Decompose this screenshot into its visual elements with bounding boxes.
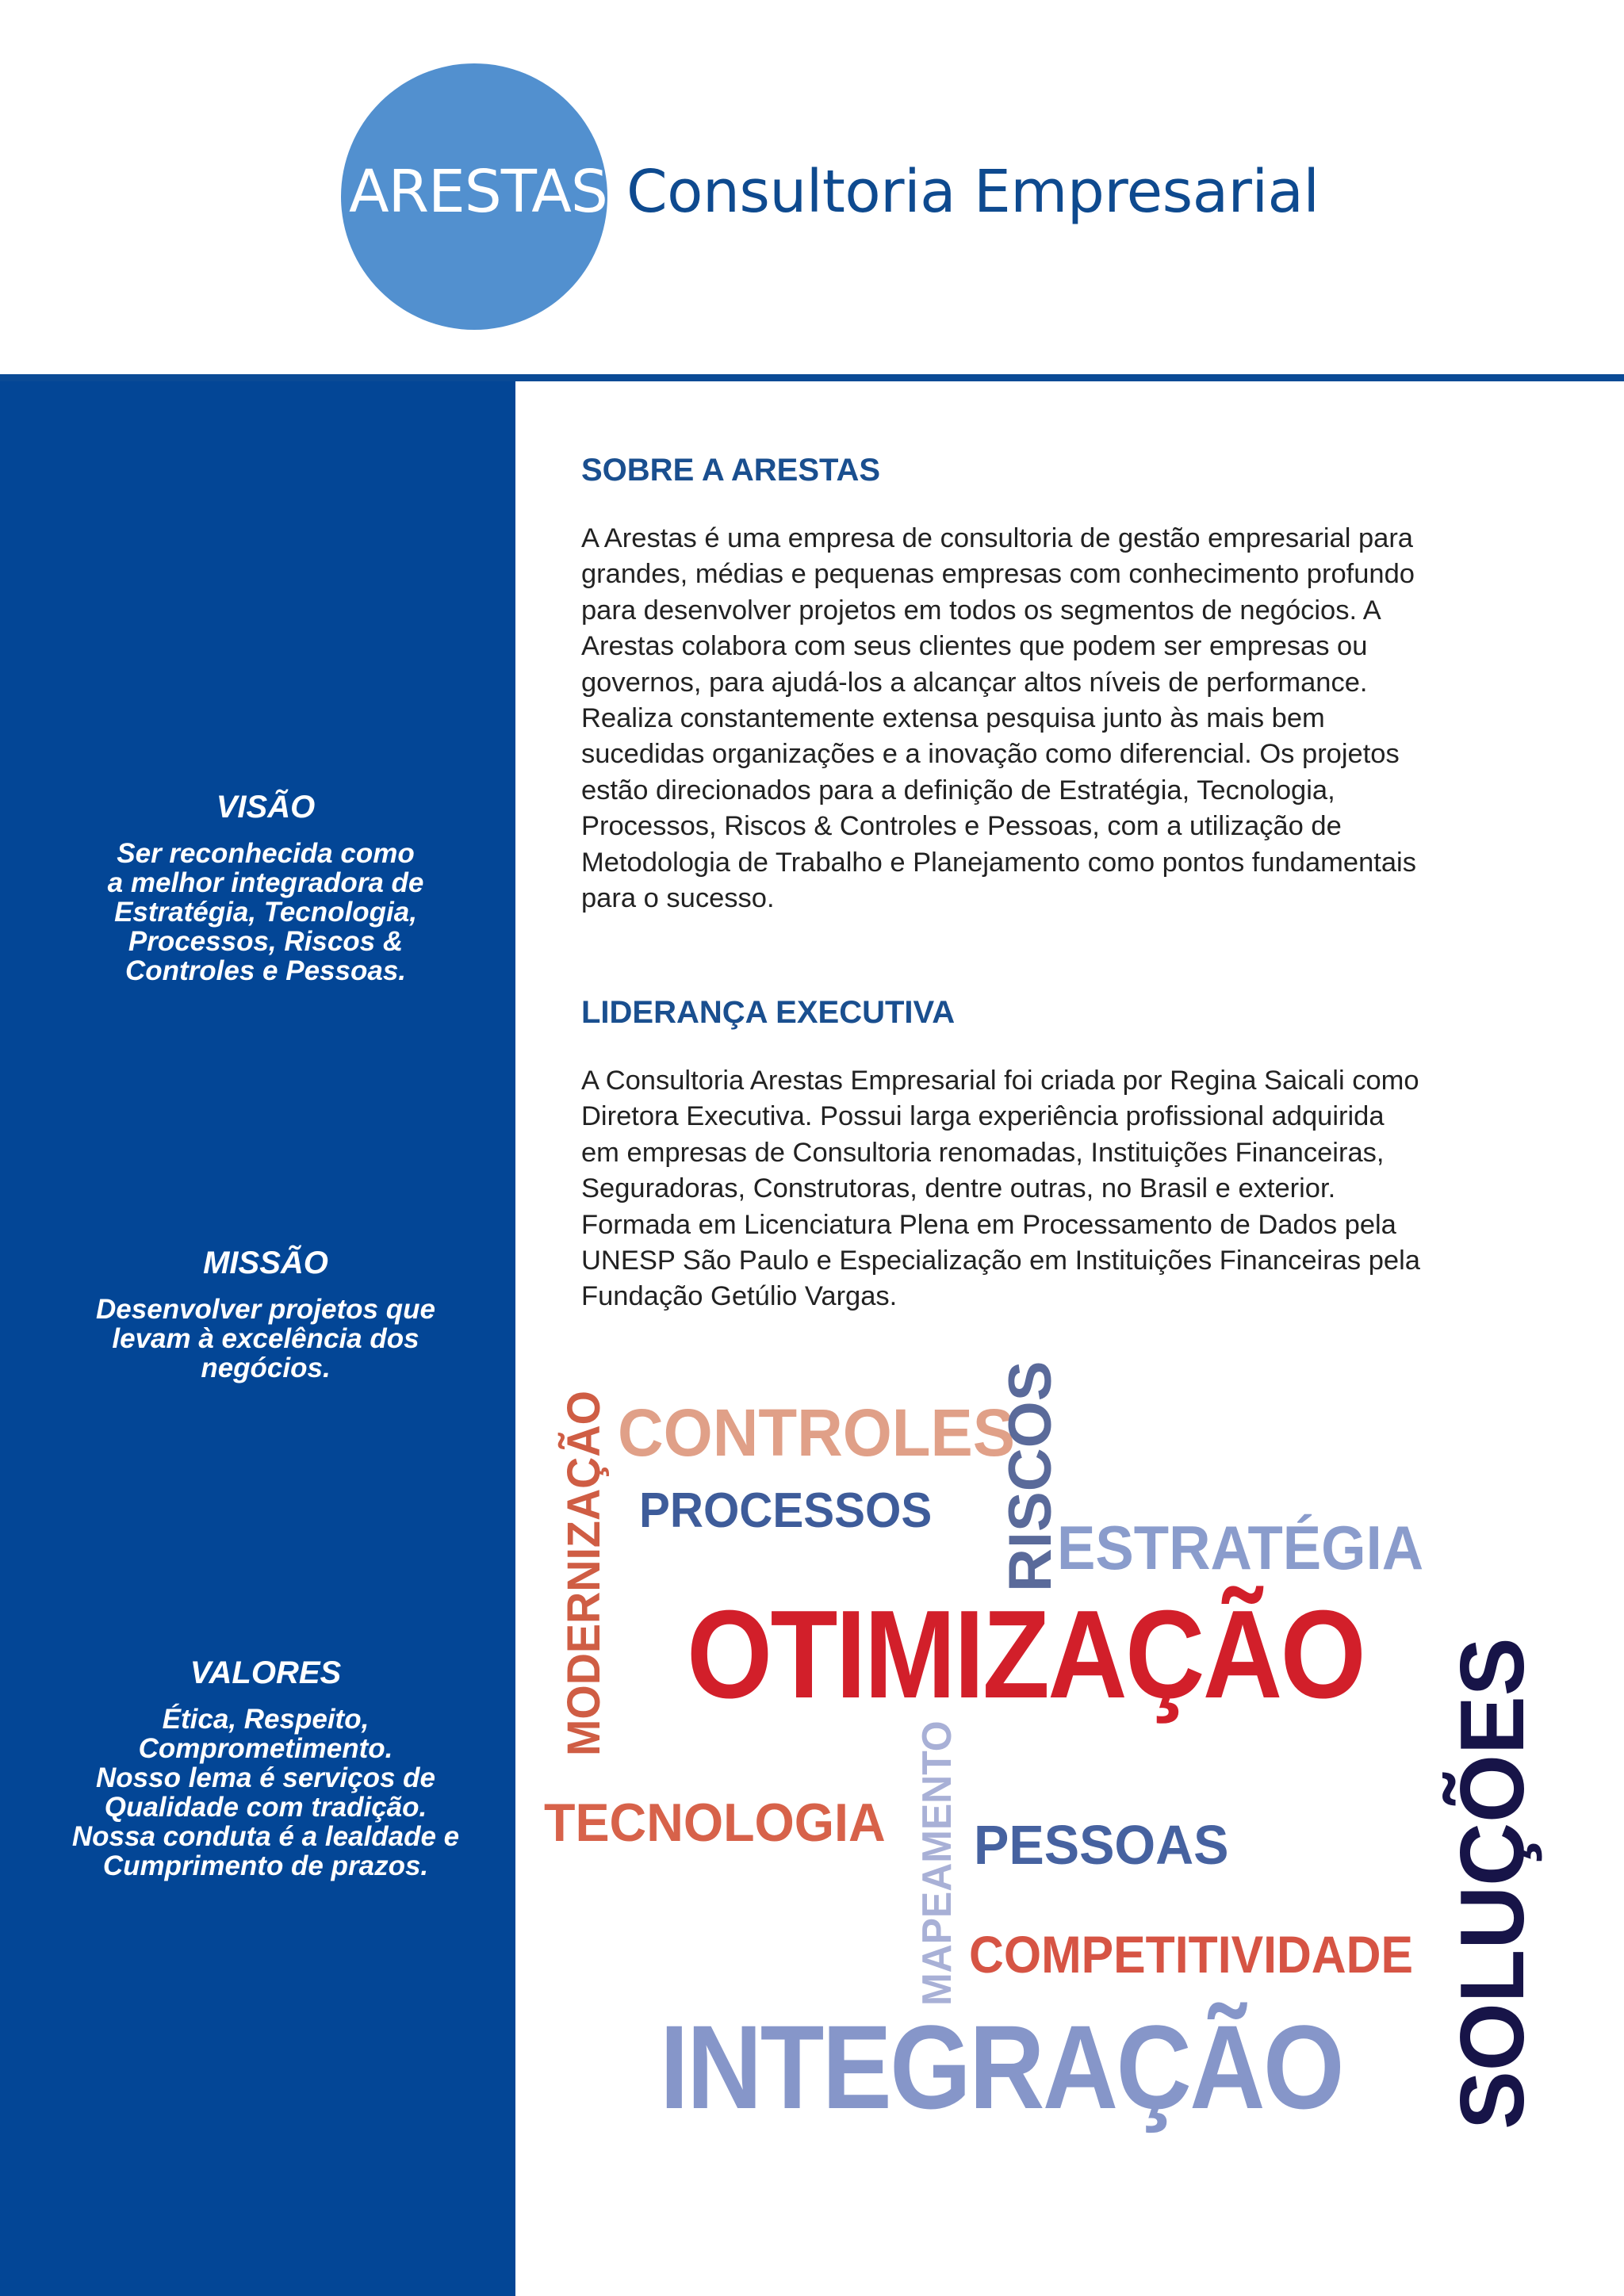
missao-line: negócios. <box>201 1353 331 1383</box>
missao-line: levam à excelência dos <box>112 1323 419 1354</box>
sobre-line: para o sucesso. <box>581 883 775 914</box>
missao-text <box>32 1295 500 1383</box>
word-riscos: RISCOS <box>997 1360 1064 1592</box>
lideranca-line: A Consultoria Arestas Empresarial foi criada por Regina Saicali como <box>581 1066 1419 1096</box>
lideranca-line: Diretora Executiva. Possui larga experiência profissional adquirida <box>581 1101 1385 1132</box>
word-solucoes: SOLUÇÕES <box>1442 1637 1543 2130</box>
lideranca-line: UNESP São Paulo e Especialização em Instituições Financeiras pela <box>581 1246 1420 1276</box>
word-modernizacao: MODERNIZAÇÃO <box>558 1391 610 1756</box>
valores-line: Cumprimento de prazos. <box>102 1850 429 1881</box>
valores-line: Qualidade com tradição. <box>104 1792 427 1823</box>
visao-title: VISÃO <box>216 790 316 825</box>
sobre-line: Realiza constantemente extensa pesquisa junto às mais bem <box>581 703 1325 734</box>
valores-section <box>32 1657 500 1881</box>
header-divider <box>0 374 1624 381</box>
logo-wordmark: ARESTAS <box>349 158 607 226</box>
lideranca-line: Formada em Licenciatura Plena em Processamento de Dados pela <box>581 1209 1396 1240</box>
missao-title: MISSÃO <box>203 1246 328 1280</box>
sobre-line: Metodologia de Trabalho e Planejamento como pontos fundamentais <box>581 847 1416 878</box>
word-pessoas: PESSOAS <box>974 1814 1229 1876</box>
valores-line: Comprometimento. <box>138 1733 393 1764</box>
sobre-line: estão direcionados para a definição de Estratégia, Tecnologia, <box>581 775 1335 806</box>
word-competitividade: COMPETITIVIDADE <box>969 1925 1414 1984</box>
visao-line: a melhor integradora de <box>107 867 424 898</box>
missao-section <box>32 1247 500 1383</box>
word-estrategia: ESTRATÉGIA <box>1057 1513 1424 1582</box>
visao-line: Controles e Pessoas. <box>124 955 407 986</box>
sobre-line: para desenvolver projetos em todos os segmentos de negócios. A <box>581 595 1381 626</box>
valores-line: Ética, Respeito, <box>162 1704 370 1735</box>
valores-line: Nossa conduta é a lealdade e <box>71 1821 460 1852</box>
sobre-line: grandes, médias e pequenas empresas com conhecimento profundo <box>581 559 1415 590</box>
sobre-line: Arestas colabora com seus clientes que podem ser empresas ou <box>581 631 1368 662</box>
word-integracao: INTEGRAÇÃO <box>660 2000 1342 2133</box>
lideranca-line: Seguradoras, Construtoras, dentre outras, no Brasil e exterior. <box>581 1173 1336 1204</box>
visao-line: Estratégia, Tecnologia, <box>114 897 417 928</box>
sobre-paragraph <box>581 521 1509 916</box>
sobre-line: Processos, Riscos & Controles e Pessoas, com a utilização de <box>581 811 1342 842</box>
missao-line: Desenvolver projetos que <box>96 1294 435 1325</box>
sobre-line: sucedidas organizações e a inovação como diferencial. Os projetos <box>581 739 1400 770</box>
lideranca-paragraph <box>581 1063 1509 1315</box>
word-processos: PROCESSOS <box>639 1483 933 1538</box>
lideranca-line: em empresas de Consultoria renomadas, Instituições Financeiras, <box>581 1137 1385 1168</box>
sobre-line: governos, para ajudá-los a alcançar altos níveis de performance. <box>581 667 1368 698</box>
valores-line: Nosso lema é serviços de <box>96 1762 435 1793</box>
word-tecnologia: TECNOLOGIA <box>544 1793 886 1853</box>
lideranca-title: LIDERANÇA EXECUTIVA <box>581 995 956 1030</box>
word-otimizacao: OTIMIZAÇÃO <box>687 1585 1365 1724</box>
valores-text <box>32 1705 500 1881</box>
word-mapeamento: MAPEAMENTO <box>914 1720 960 2006</box>
sobre-title: SOBRE A ARESTAS <box>581 453 881 488</box>
visao-text <box>32 839 500 985</box>
visao-section <box>32 791 500 985</box>
sobre-line: A Arestas é uma empresa de consultoria de gestão empresarial para <box>581 523 1413 553</box>
visao-line: Ser reconhecida como <box>117 838 415 869</box>
logo-tagline: Consultoria Empresarial <box>626 158 1320 226</box>
valores-title: VALORES <box>190 1655 342 1690</box>
lideranca-section <box>581 997 1509 1315</box>
lideranca-line: Fundação Getúlio Vargas. <box>581 1281 898 1312</box>
visao-line: Processos, Riscos & <box>128 926 404 957</box>
sobre-section <box>581 454 1509 916</box>
word-controles: CONTROLES <box>618 1395 1015 1470</box>
